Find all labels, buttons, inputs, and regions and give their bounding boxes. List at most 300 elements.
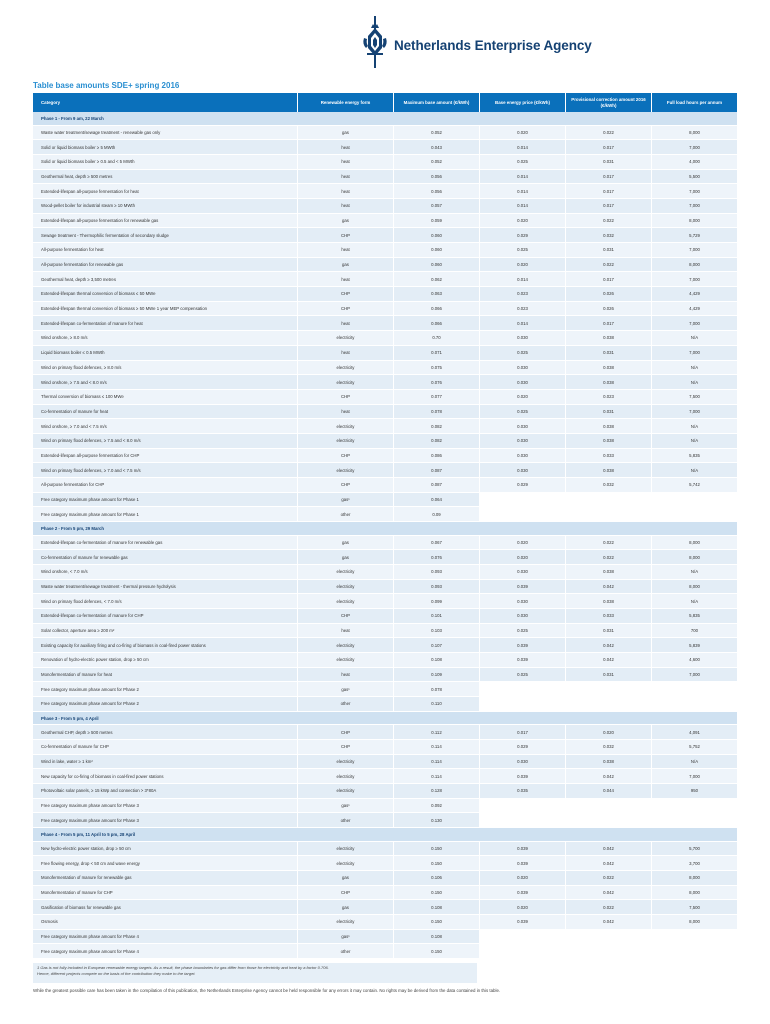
full-load-hours-cell: 8,000 [652, 886, 738, 901]
max-base-amount-cell: 0.087 [394, 463, 480, 478]
max-base-amount-cell: 0.052 [394, 155, 480, 170]
full-load-hours-cell: N/A [652, 331, 738, 346]
agency-name: Netherlands Enterprise Agency [394, 38, 592, 53]
correction-amount-cell: 0.023 [566, 390, 652, 405]
energy-form-cell: gas [298, 871, 394, 886]
category-cell: Extended-lifespan co-fermentation of manure for heat [33, 316, 298, 331]
column-header-max-base-amount: Maximum base amount (€/kWh) [394, 93, 480, 112]
correction-amount-cell: 0.017 [566, 272, 652, 287]
category-cell: Geothermal CHP, depth ≥ 500 metres [33, 725, 298, 740]
base-energy-price-cell: 0.025 [480, 346, 566, 361]
max-base-amount-cell: 0.130 [394, 813, 480, 828]
full-load-hours-cell: 8,000 [652, 214, 738, 229]
table-row [33, 390, 738, 405]
table-row [33, 375, 738, 390]
base-energy-price-cell: 0.020 [480, 536, 566, 551]
full-load-hours-cell: 5,700 [652, 842, 738, 857]
base-energy-price-cell: 0.020 [480, 258, 566, 273]
table-row [33, 842, 738, 857]
full-load-hours-cell: 7,000 [652, 243, 738, 258]
max-base-amount-cell: 0.086 [394, 449, 480, 464]
full-load-hours-cell: 7,500 [652, 390, 738, 405]
max-base-amount-cell: 0.060 [394, 258, 480, 273]
table-row [33, 624, 738, 639]
correction-amount-cell: 0.038 [566, 565, 652, 580]
correction-amount-cell: 0.042 [566, 842, 652, 857]
full-load-hours-cell: 7,000 [652, 769, 738, 784]
base-energy-price-cell: 0.039 [480, 856, 566, 871]
category-cell: Wind on primary flood defences, ≥ 8.0 m/s [33, 361, 298, 376]
full-load-hours-cell [652, 944, 738, 959]
energy-form-cell: gas¹ [298, 799, 394, 814]
max-base-amount-cell: 0.064 [394, 493, 480, 508]
full-load-hours-cell: 3,700 [652, 856, 738, 871]
category-cell: Solar collector, aperture area ≥ 200 m² [33, 624, 298, 639]
table-row [33, 856, 738, 871]
category-cell: Sewage treatment - Thermophilic fermentation of secondary sludge [33, 228, 298, 243]
table-row [33, 126, 738, 141]
correction-amount-cell [566, 507, 652, 522]
correction-amount-cell: 0.022 [566, 126, 652, 141]
column-header-correction-amount: Provisional correction amount 2016 (€/kWh) [566, 93, 652, 112]
energy-form-cell: CHP [298, 725, 394, 740]
base-energy-price-cell: 0.029 [480, 740, 566, 755]
correction-amount-cell: 0.042 [566, 886, 652, 901]
energy-form-cell: electricity [298, 361, 394, 376]
energy-form-cell: other [298, 813, 394, 828]
base-energy-price-cell: 0.039 [480, 842, 566, 857]
energy-form-cell: heat [298, 272, 394, 287]
energy-form-cell: heat [298, 243, 394, 258]
table-row [33, 228, 738, 243]
phase-header-row [33, 828, 738, 842]
correction-amount-cell: 0.026 [566, 302, 652, 317]
max-base-amount-cell: 0.075 [394, 361, 480, 376]
energy-form-cell: CHP [298, 302, 394, 317]
base-energy-price-cell: 0.030 [480, 434, 566, 449]
full-load-hours-cell: N/A [652, 361, 738, 376]
category-cell: Solid or liquid biomass boiler ≥ 5 MWth [33, 140, 298, 155]
base-energy-price-cell: 0.039 [480, 915, 566, 930]
table-row [33, 507, 738, 522]
correction-amount-cell: 0.031 [566, 405, 652, 420]
correction-amount-cell: 0.022 [566, 214, 652, 229]
max-base-amount-cell: 0.060 [394, 243, 480, 258]
category-cell: Free category maximum phase amount for Phase 1 [33, 507, 298, 522]
column-header-base-energy-price: Base energy price (€/kWh) [480, 93, 566, 112]
correction-amount-cell: 0.038 [566, 755, 652, 770]
category-cell: Wind onshore, < 7.0 m/s [33, 565, 298, 580]
energy-form-cell: gas [298, 214, 394, 229]
full-load-hours-cell: 7,500 [652, 900, 738, 915]
correction-amount-cell: 0.033 [566, 449, 652, 464]
base-energy-price-cell: 0.014 [480, 199, 566, 214]
base-energy-price-cell: 0.030 [480, 463, 566, 478]
energy-form-cell: heat [298, 170, 394, 185]
table-row [33, 287, 738, 302]
full-load-hours-cell: 5,839 [652, 638, 738, 653]
full-load-hours-cell: 4,091 [652, 725, 738, 740]
disclaimer: While the greatest possible care has been taken in the compilation of this publication, the Netherlands Enterprise Agency cannot be held responsible for any errors it may contain. No rights may be derived from the data contained in this table. [33, 988, 501, 993]
category-cell: Gasification of biomass for renewable gas [33, 900, 298, 915]
energy-form-cell: heat [298, 668, 394, 683]
max-base-amount-cell: 0.082 [394, 419, 480, 434]
base-energy-price-cell: 0.030 [480, 375, 566, 390]
base-energy-price-cell: 0.039 [480, 580, 566, 595]
full-load-hours-cell: 7,000 [652, 272, 738, 287]
max-base-amount-cell: 0.092 [394, 799, 480, 814]
category-cell: Monofermentation of manure for heat [33, 668, 298, 683]
table-row [33, 493, 738, 508]
correction-amount-cell: 0.031 [566, 668, 652, 683]
category-cell: Wind onshore, ≥ 7.0 and < 7.5 m/s [33, 419, 298, 434]
base-energy-price-cell [480, 930, 566, 945]
correction-amount-cell: 0.031 [566, 346, 652, 361]
base-energy-price-cell: 0.039 [480, 886, 566, 901]
category-cell: Monofermentation of manure for renewable gas [33, 871, 298, 886]
energy-form-cell: gas [298, 258, 394, 273]
correction-amount-cell: 0.038 [566, 419, 652, 434]
category-cell: Solid or liquid biomass boiler ≥ 0.5 and < 5 MWth [33, 155, 298, 170]
max-base-amount-cell: 0.060 [394, 228, 480, 243]
max-base-amount-cell: 0.078 [394, 405, 480, 420]
full-load-hours-cell [652, 813, 738, 828]
max-base-amount-cell: 0.076 [394, 375, 480, 390]
energy-form-cell: gas [298, 536, 394, 551]
energy-form-cell: CHP [298, 390, 394, 405]
base-energy-price-cell: 0.039 [480, 638, 566, 653]
energy-form-cell: gas [298, 900, 394, 915]
base-energy-price-cell: 0.030 [480, 755, 566, 770]
column-header-category: Category [33, 93, 298, 112]
correction-amount-cell: 0.038 [566, 463, 652, 478]
max-base-amount-cell: 0.112 [394, 725, 480, 740]
table-row [33, 550, 738, 565]
energy-form-cell: electricity [298, 638, 394, 653]
category-cell: Photovoltaic solar panels, ≥ 15 kWp and connection > 3*80A [33, 784, 298, 799]
energy-form-cell: electricity [298, 375, 394, 390]
table-row [33, 915, 738, 930]
category-cell: Thermal conversion of biomass ≤ 100 MWe [33, 390, 298, 405]
full-load-hours-cell: 7,000 [652, 346, 738, 361]
base-energy-price-cell [480, 682, 566, 697]
base-energy-price-cell [480, 493, 566, 508]
energy-form-cell: CHP [298, 228, 394, 243]
column-header-energy-form: Renewable energy form [298, 93, 394, 112]
category-cell: Wood-pellet boiler for industrial steam ≥ 10 MWth [33, 199, 298, 214]
full-load-hours-cell: 700 [652, 624, 738, 639]
max-base-amount-cell: 0.128 [394, 784, 480, 799]
category-cell: Free category maximum phase amount for Phase 3 [33, 799, 298, 814]
base-energy-price-cell: 0.030 [480, 419, 566, 434]
energy-form-cell: CHP [298, 478, 394, 493]
energy-form-cell: heat [298, 405, 394, 420]
correction-amount-cell: 0.042 [566, 638, 652, 653]
max-base-amount-cell: 0.063 [394, 287, 480, 302]
table-row [33, 155, 738, 170]
energy-form-cell: heat [298, 199, 394, 214]
energy-form-cell: electricity [298, 784, 394, 799]
correction-amount-cell: 0.020 [566, 725, 652, 740]
full-load-hours-cell: 950 [652, 784, 738, 799]
table-row [33, 725, 738, 740]
table-row [33, 272, 738, 287]
table-row [33, 813, 738, 828]
correction-amount-cell [566, 697, 652, 712]
energy-form-cell: heat [298, 155, 394, 170]
category-cell: Free category maximum phase amount for Phase 1 [33, 493, 298, 508]
table-row [33, 214, 738, 229]
footnote-line-1: 1 Gas is not fully included in European renewable energy targets. As a result, the phase boundaries for gas differ from those for electricity and heat by a factor 0.706. [37, 965, 329, 970]
energy-form-cell: CHP [298, 740, 394, 755]
full-load-hours-cell: 4,600 [652, 653, 738, 668]
full-load-hours-cell: N/A [652, 565, 738, 580]
full-load-hours-cell [652, 493, 738, 508]
base-energy-price-cell: 0.020 [480, 390, 566, 405]
category-cell: Existing capacity for auxiliary firing and co-firing of biomass in coal-fired power stations [33, 638, 298, 653]
correction-amount-cell: 0.022 [566, 550, 652, 565]
category-cell: Extended-lifespan all-purpose fermentation for renewable gas [33, 214, 298, 229]
category-cell: Free category maximum phase amount for Phase 4 [33, 944, 298, 959]
max-base-amount-cell: 0.70 [394, 331, 480, 346]
energy-form-cell: electricity [298, 331, 394, 346]
max-base-amount-cell: 0.150 [394, 886, 480, 901]
table-row [33, 755, 738, 770]
max-base-amount-cell: 0.114 [394, 755, 480, 770]
energy-form-cell: electricity [298, 463, 394, 478]
max-base-amount-cell: 0.107 [394, 638, 480, 653]
table-row [33, 170, 738, 185]
correction-amount-cell: 0.022 [566, 871, 652, 886]
energy-form-cell: heat [298, 184, 394, 199]
full-load-hours-cell: N/A [652, 375, 738, 390]
table-body [33, 112, 738, 959]
energy-form-cell: gas [298, 550, 394, 565]
full-load-hours-cell: 4,429 [652, 287, 738, 302]
max-base-amount-cell: 0.150 [394, 915, 480, 930]
footnote [33, 963, 477, 983]
base-energy-price-cell: 0.020 [480, 126, 566, 141]
phase-title: Phase 1 - From 9 am, 22 March [33, 112, 738, 126]
energy-form-cell: electricity [298, 856, 394, 871]
base-energy-price-cell: 0.020 [480, 900, 566, 915]
base-energy-price-cell: 0.014 [480, 184, 566, 199]
full-load-hours-cell: N/A [652, 594, 738, 609]
max-base-amount-cell: 0.078 [394, 682, 480, 697]
correction-amount-cell [566, 930, 652, 945]
correction-amount-cell: 0.042 [566, 580, 652, 595]
base-energy-price-cell: 0.014 [480, 170, 566, 185]
table-row [33, 449, 738, 464]
full-load-hours-cell [652, 930, 738, 945]
energy-form-cell: electricity [298, 769, 394, 784]
correction-amount-cell: 0.022 [566, 258, 652, 273]
category-cell: Geothermal heat, depth ≥ 3,500 metres [33, 272, 298, 287]
royal-crest-icon [360, 16, 390, 68]
energy-form-cell: other [298, 944, 394, 959]
correction-amount-cell: 0.026 [566, 287, 652, 302]
correction-amount-cell [566, 799, 652, 814]
max-base-amount-cell: 0.077 [394, 390, 480, 405]
correction-amount-cell: 0.032 [566, 228, 652, 243]
energy-form-cell: gas¹ [298, 493, 394, 508]
column-header-full-load-hours: Full load hours per annum [652, 93, 738, 112]
energy-form-cell: electricity [298, 434, 394, 449]
base-energy-price-cell: 0.029 [480, 478, 566, 493]
energy-form-cell: other [298, 507, 394, 522]
full-load-hours-cell: 7,000 [652, 316, 738, 331]
max-base-amount-cell: 0.150 [394, 842, 480, 857]
full-load-hours-cell: 8,000 [652, 871, 738, 886]
correction-amount-cell: 0.038 [566, 594, 652, 609]
max-base-amount-cell: 0.150 [394, 856, 480, 871]
base-energy-price-cell [480, 697, 566, 712]
category-cell: Wind onshore, ≥ 8.0 m/s [33, 331, 298, 346]
full-load-hours-cell [652, 697, 738, 712]
full-load-hours-cell: 5,742 [652, 478, 738, 493]
table-row [33, 478, 738, 493]
category-cell: Extended-lifespan all-purpose fermentation for CHP [33, 449, 298, 464]
category-cell: Free category maximum phase amount for Phase 4 [33, 930, 298, 945]
correction-amount-cell: 0.032 [566, 478, 652, 493]
max-base-amount-cell: 0.110 [394, 697, 480, 712]
correction-amount-cell [566, 813, 652, 828]
correction-amount-cell: 0.032 [566, 740, 652, 755]
energy-form-cell: electricity [298, 755, 394, 770]
max-base-amount-cell: 0.108 [394, 653, 480, 668]
correction-amount-cell: 0.017 [566, 184, 652, 199]
max-base-amount-cell: 0.114 [394, 740, 480, 755]
correction-amount-cell: 0.038 [566, 331, 652, 346]
category-cell: Free category maximum phase amount for Phase 2 [33, 697, 298, 712]
table-row [33, 331, 738, 346]
correction-amount-cell: 0.038 [566, 361, 652, 376]
category-cell: Extended-lifespan co-fermentation of manure for CHP [33, 609, 298, 624]
correction-amount-cell: 0.033 [566, 609, 652, 624]
energy-form-cell: electricity [298, 594, 394, 609]
correction-amount-cell: 0.017 [566, 170, 652, 185]
phase-header-row [33, 112, 738, 126]
table-row [33, 405, 738, 420]
table-row [33, 944, 738, 959]
category-cell: Extended-lifespan thermal conversion of biomass ≤ 50 MWe [33, 287, 298, 302]
base-energy-price-cell: 0.029 [480, 228, 566, 243]
energy-form-cell: electricity [298, 842, 394, 857]
table-row [33, 463, 738, 478]
base-amounts-table [33, 93, 738, 959]
base-energy-price-cell: 0.039 [480, 653, 566, 668]
category-cell: Monofermentation of manure for CHP [33, 886, 298, 901]
table-row [33, 419, 738, 434]
full-load-hours-cell [652, 799, 738, 814]
category-cell: New hydro-electric power station, drop ≥ 50 cm [33, 842, 298, 857]
phase-title: Phase 3 - From 5 pm, 4 April [33, 712, 738, 726]
energy-form-cell: electricity [298, 419, 394, 434]
table-row [33, 316, 738, 331]
correction-amount-cell: 0.031 [566, 624, 652, 639]
phase-title: Phase 4 - From 5 pm, 11 April to 5 pm, 28 April [33, 828, 738, 842]
category-cell: Co-fermentation of manure for heat [33, 405, 298, 420]
base-amounts-table-container [33, 93, 738, 959]
max-base-amount-cell: 0.057 [394, 199, 480, 214]
full-load-hours-cell: 8,000 [652, 258, 738, 273]
max-base-amount-cell: 0.059 [394, 214, 480, 229]
max-base-amount-cell: 0.09 [394, 507, 480, 522]
full-load-hours-cell: 5,500 [652, 170, 738, 185]
base-energy-price-cell: 0.035 [480, 784, 566, 799]
table-row [33, 784, 738, 799]
category-cell: Co-fermentation of manure for CHP [33, 740, 298, 755]
correction-amount-cell: 0.038 [566, 375, 652, 390]
category-cell: Wind in lake, water ≥ 1 km² [33, 755, 298, 770]
max-base-amount-cell: 0.108 [394, 930, 480, 945]
correction-amount-cell: 0.042 [566, 856, 652, 871]
full-load-hours-cell: 8,000 [652, 580, 738, 595]
full-load-hours-cell: N/A [652, 463, 738, 478]
table-row [33, 740, 738, 755]
energy-form-cell: CHP [298, 886, 394, 901]
correction-amount-cell: 0.017 [566, 140, 652, 155]
category-cell: Wind on primary flood defences, ≥ 7.5 and < 8.0 m/s [33, 434, 298, 449]
category-cell: Extended-lifespan thermal conversion of biomass ≥ 50 MWe 1 year MEP compensation [33, 302, 298, 317]
base-energy-price-cell: 0.025 [480, 155, 566, 170]
energy-form-cell: heat [298, 316, 394, 331]
category-cell: Wind on primary flood defences, ≥ 7.0 and < 7.5 m/s [33, 463, 298, 478]
correction-amount-cell: 0.042 [566, 653, 652, 668]
max-base-amount-cell: 0.052 [394, 126, 480, 141]
base-energy-price-cell: 0.020 [480, 871, 566, 886]
full-load-hours-cell: 8,000 [652, 915, 738, 930]
category-cell: Extended-lifespan all-purpose fermentation for heat [33, 184, 298, 199]
correction-amount-cell: 0.042 [566, 769, 652, 784]
energy-form-cell: electricity [298, 915, 394, 930]
correction-amount-cell [566, 944, 652, 959]
base-energy-price-cell: 0.017 [480, 725, 566, 740]
full-load-hours-cell: 5,752 [652, 740, 738, 755]
max-base-amount-cell: 0.062 [394, 272, 480, 287]
correction-amount-cell: 0.031 [566, 155, 652, 170]
full-load-hours-cell: 8,000 [652, 550, 738, 565]
base-energy-price-cell: 0.025 [480, 624, 566, 639]
full-load-hours-cell: N/A [652, 419, 738, 434]
table-row [33, 361, 738, 376]
base-energy-price-cell: 0.020 [480, 214, 566, 229]
energy-form-cell: other [298, 697, 394, 712]
table-row [33, 900, 738, 915]
page-header [360, 16, 660, 70]
correction-amount-cell: 0.022 [566, 900, 652, 915]
phase-header-row [33, 712, 738, 726]
category-cell: Geothermal heat, depth ≥ 500 metres [33, 170, 298, 185]
base-energy-price-cell: 0.014 [480, 272, 566, 287]
base-energy-price-cell [480, 507, 566, 522]
table-title: Table base amounts SDE+ spring 2016 [33, 81, 180, 90]
full-load-hours-cell: 7,000 [652, 184, 738, 199]
table-row [33, 243, 738, 258]
table-row [33, 594, 738, 609]
category-cell: Waste water treatment/sewage treatment - thermal pressure hydrolysis [33, 580, 298, 595]
max-base-amount-cell: 0.071 [394, 346, 480, 361]
correction-amount-cell [566, 493, 652, 508]
max-base-amount-cell: 0.114 [394, 769, 480, 784]
table-row [33, 140, 738, 155]
max-base-amount-cell: 0.150 [394, 944, 480, 959]
full-load-hours-cell: 8,000 [652, 536, 738, 551]
category-cell: New capacity for co-firing of biomass in coal-fired power stations [33, 769, 298, 784]
base-energy-price-cell: 0.030 [480, 449, 566, 464]
max-base-amount-cell: 0.066 [394, 302, 480, 317]
base-energy-price-cell [480, 813, 566, 828]
